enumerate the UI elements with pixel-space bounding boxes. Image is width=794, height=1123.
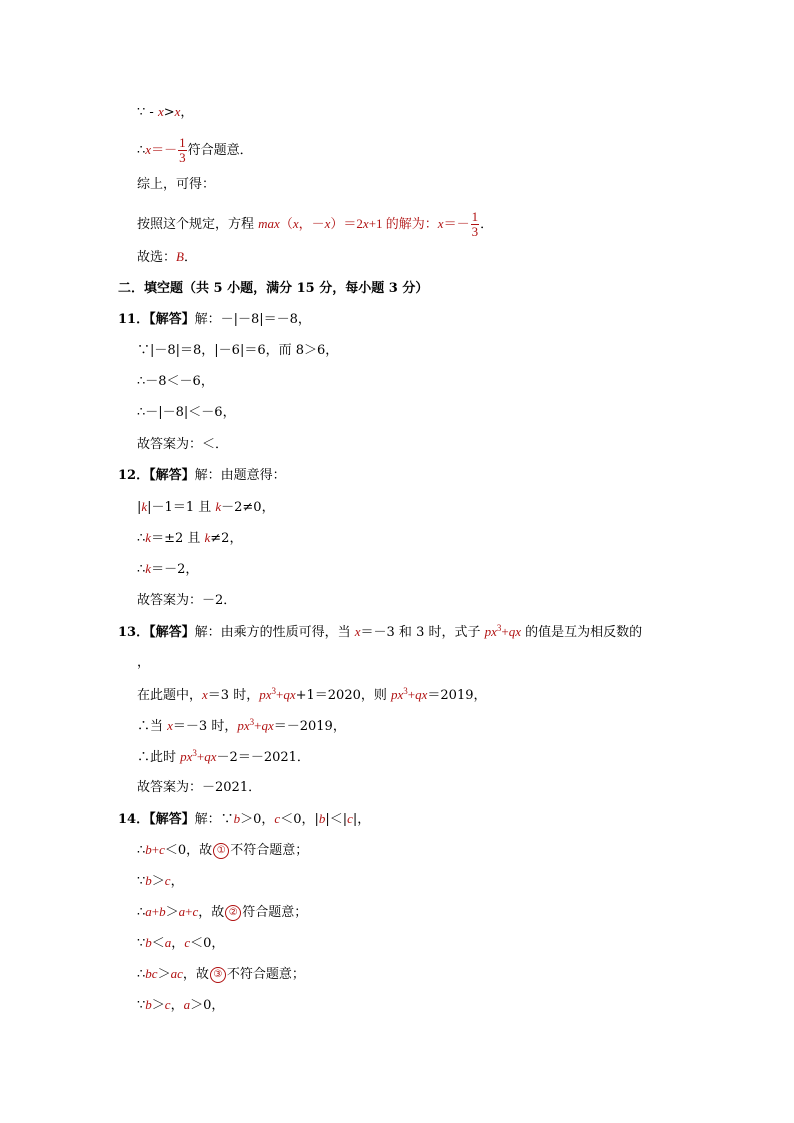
q14-line-4: ∵b＜a，c＜0， — [137, 935, 225, 951]
circled-number-2: ② — [225, 905, 241, 921]
line-prev-5: 故选：B． — [137, 249, 197, 265]
q14-line-3: ∴a+b＞a+c，故 ② 符合题意； — [137, 904, 308, 920]
circled-number-1: ① — [213, 843, 229, 859]
q12-line-3: ∴k＝－2， — [137, 561, 199, 577]
section-title: 二．填空题（共 5 小题，满分 15 分，每小题 3 分） — [118, 281, 429, 296]
q13-line-3: ∴此时 $px^3+qx-2=-2021$． — [137, 748, 310, 765]
q13-line-1: 在此题中，x＝3 时，$px^3+qx+1=2020$，则 $px^3+qx=2019$， — [137, 686, 487, 703]
q14-line-6: ∵b＞c，a＞0， — [137, 997, 225, 1013]
q11-line-2: ∴－8＜－6， — [137, 374, 214, 389]
fraction-one-third: $\frac{1}{3}$ — [471, 209, 479, 239]
q11-line-1: ∵|－8|＝8，|－6|＝6，而 8＞6， — [137, 343, 339, 358]
line-prev-2: ∴x＝－ $\frac{1}{3}$ 符合题意． — [137, 135, 253, 165]
q13-answer: 故答案为：－2021． — [137, 780, 262, 795]
q14-line-5: ∴bc＞ac，故 ③ 不符合题意； — [137, 966, 305, 982]
question-12-header: 12．【解答】解：由题意得： — [118, 468, 286, 483]
question-14-header: 14．【解答】解：∵b＞0，c＜0，|b|＜|c|， — [118, 811, 371, 827]
q11-line-3: ∴－|－8|＜－6， — [137, 405, 236, 420]
q12-line-2: ∴k＝±2 且 k≠2， — [137, 530, 243, 546]
q14-line-1: ∴b+c＜0，故 ① 不符合题意； — [137, 842, 309, 858]
line-prev-4: 按照这个规定，方程 max（x，－x）＝2x+1 的解为：x＝－ $\frac{1}{3}$ ． — [137, 209, 494, 239]
q12-answer: 故答案为：－2． — [137, 593, 237, 608]
q12-line-1: |k|－1＝1 且 k－2≠0， — [137, 499, 275, 515]
question-11-header: 11．【解答】解：－|－8|＝－8， — [118, 312, 311, 327]
q13-continuation: ， — [137, 655, 151, 670]
q14-line-2: ∵b＞c， — [137, 873, 184, 889]
question-13-header: 13．【解答】解：由乘方的性质可得，当 x＝－3 和 3 时，式子 $px^3+qx$ 的值是互为相反数的 — [118, 623, 643, 640]
q13-line-2: ∴当 x＝－3 时，$px^3+qx=-2019$， — [137, 717, 346, 734]
q11-answer: 故答案为：＜． — [137, 437, 229, 452]
circled-number-3: ③ — [210, 967, 226, 983]
line-prev-1: ∵ - x>x， — [137, 104, 194, 120]
fraction-one-third: $\frac{1}{3}$ — [179, 135, 186, 165]
line-prev-3: 综上，可得： — [137, 177, 216, 192]
